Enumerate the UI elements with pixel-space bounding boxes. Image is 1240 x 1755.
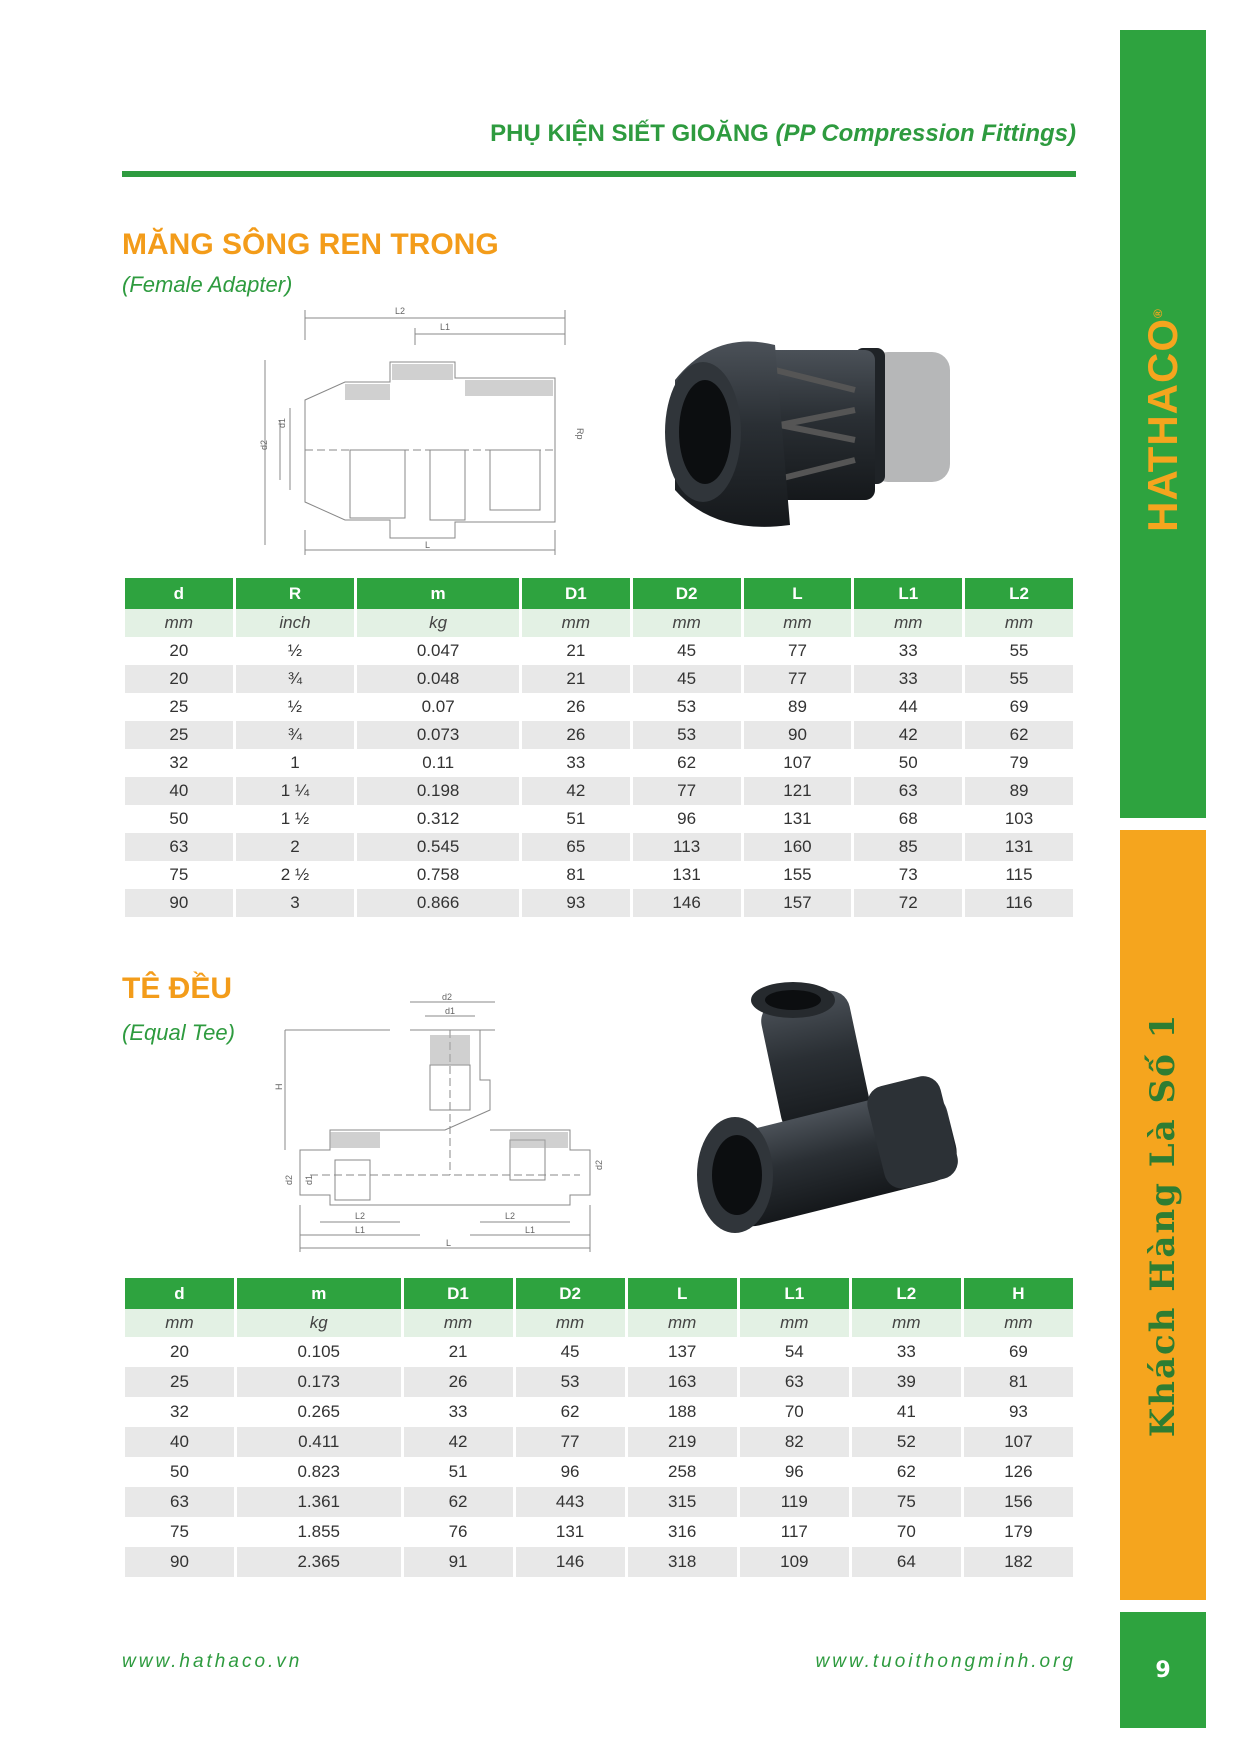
- table-cell: 188: [668, 1402, 697, 1421]
- drawing-label-l2-right: L2: [505, 1211, 516, 1221]
- table-row: [125, 693, 1073, 721]
- unit-cell: mm: [965, 609, 1073, 637]
- table-cell: 1: [290, 753, 300, 772]
- table-cell: 0.265: [297, 1402, 341, 1421]
- table-header-row: [125, 1278, 1073, 1309]
- drawing-label-d1: d1: [277, 417, 287, 428]
- table-cell: 91: [404, 1547, 513, 1577]
- drawing-label-l1: L1: [440, 322, 451, 332]
- drawing-label-d1: d1: [445, 1006, 456, 1016]
- table-cell: 1.361: [237, 1487, 401, 1517]
- header-title-vi: PHỤ KIỆN SIẾT GIOĂNG: [490, 120, 769, 147]
- drawing-label-d2-right: d2: [594, 1159, 604, 1170]
- table-cell: 90: [125, 889, 233, 917]
- table-cell: 2: [236, 833, 355, 861]
- table-cell: 93: [522, 889, 630, 917]
- table-row: [125, 1337, 1073, 1367]
- table-cell: 33: [448, 1402, 468, 1421]
- table-cell: 26: [522, 721, 630, 749]
- table-cell: 45: [633, 665, 741, 693]
- header-title-en: (PP Compression Fittings): [775, 120, 1076, 147]
- table-row: [125, 1487, 1073, 1517]
- table-cell: 26: [566, 697, 586, 716]
- table-cell: 81: [964, 1367, 1073, 1397]
- table-cell: 21: [566, 641, 586, 660]
- footer-link-hathaco[interactable]: www.hathaco.vn: [122, 1651, 303, 1672]
- table-cell: 182: [964, 1547, 1073, 1577]
- registered-mark: ®: [1151, 308, 1165, 318]
- drawing-label-d2: d2: [442, 992, 453, 1002]
- table-cell: 315: [628, 1487, 737, 1517]
- table-unit-row: [125, 609, 1073, 637]
- table-cell: 96: [677, 809, 697, 828]
- unit-cell: mm: [404, 1309, 513, 1337]
- table-cell: 42: [854, 721, 962, 749]
- header-rule: [122, 171, 1076, 177]
- table-cell: 85: [854, 833, 962, 861]
- table-cell: 443: [516, 1487, 625, 1517]
- table-cell: 21: [522, 665, 630, 693]
- table-cell: 52: [852, 1427, 961, 1457]
- table-cell: 33: [898, 641, 918, 660]
- table-cell: 72: [854, 889, 962, 917]
- table-cell: 42: [404, 1427, 513, 1457]
- col-header: L1: [740, 1278, 849, 1309]
- table-cell: ½: [287, 697, 303, 716]
- table-cell: 51: [566, 809, 586, 828]
- table-cell: 89: [965, 777, 1073, 805]
- unit-cell: mm: [125, 1309, 234, 1337]
- female-adapter-technical-drawing: [255, 300, 600, 560]
- table-cell: 75: [170, 1522, 189, 1541]
- table-cell: 77: [633, 777, 741, 805]
- table-row: [125, 1517, 1073, 1547]
- table-cell: 76: [448, 1522, 468, 1541]
- table-cell: 62: [677, 753, 697, 772]
- col-header: m: [237, 1278, 401, 1309]
- unit-cell: mm: [964, 1309, 1073, 1337]
- table-cell: 75: [852, 1487, 961, 1517]
- table-cell: ¾: [236, 721, 355, 749]
- table-cell: 54: [784, 1342, 804, 1361]
- table-cell: 163: [628, 1367, 737, 1397]
- section2-subtitle: (Equal Tee): [122, 1020, 235, 1045]
- table-cell: 50: [170, 1462, 189, 1481]
- col-header: L: [744, 578, 852, 609]
- table-header-row: [125, 578, 1073, 609]
- table-cell: 20: [170, 1342, 189, 1361]
- table-cell: 117: [780, 1522, 808, 1541]
- table-cell: 219: [628, 1427, 737, 1457]
- table-row: [125, 777, 1073, 805]
- table-cell: 44: [898, 697, 918, 716]
- drawing-label-h: H: [274, 1083, 284, 1090]
- table-row: [125, 1547, 1073, 1577]
- table-cell: 0.105: [297, 1342, 341, 1361]
- table-cell: 41: [896, 1402, 916, 1421]
- table-cell: 21: [448, 1342, 468, 1361]
- table-cell: 0.047: [416, 641, 460, 660]
- col-header: D2: [516, 1278, 625, 1309]
- table-cell: 0.173: [237, 1367, 401, 1397]
- table-cell: 121: [744, 777, 852, 805]
- drawing-label-l: L: [446, 1238, 452, 1248]
- table-cell: 1.855: [297, 1522, 341, 1541]
- table-cell: 77: [516, 1427, 625, 1457]
- table-cell: 77: [744, 665, 852, 693]
- unit-cell: mm: [125, 609, 233, 637]
- drawing-label-d2: d2: [259, 439, 269, 450]
- table-cell: 68: [898, 809, 918, 828]
- table-cell: 75: [169, 865, 189, 884]
- col-header: d: [125, 1278, 234, 1309]
- table-cell: 25: [169, 697, 189, 716]
- table-cell: 81: [566, 865, 586, 884]
- table-cell: 131: [965, 833, 1073, 861]
- table-cell: 70: [896, 1522, 916, 1541]
- table-cell: 0.048: [357, 665, 519, 693]
- table-cell: 2.365: [237, 1547, 401, 1577]
- table-row: [125, 1397, 1073, 1427]
- table-cell: 45: [677, 641, 697, 660]
- table-cell: 0.312: [416, 809, 460, 828]
- drawing-label-l2: L2: [395, 306, 406, 316]
- table-cell: 109: [740, 1547, 849, 1577]
- table-row: [125, 861, 1073, 889]
- table-row: [125, 1367, 1073, 1397]
- col-header: H: [964, 1278, 1073, 1309]
- section1-subtitle: (Female Adapter): [122, 272, 293, 297]
- table-cell: 0.198: [357, 777, 519, 805]
- table-row: [125, 805, 1073, 833]
- table-cell: 50: [169, 809, 189, 828]
- table-cell: 32: [170, 1402, 189, 1421]
- table-cell: 20: [125, 665, 233, 693]
- col-header: R: [236, 578, 355, 609]
- table-cell: 107: [964, 1427, 1073, 1457]
- table-cell: 90: [125, 1547, 234, 1577]
- table-cell: 40: [125, 1427, 234, 1457]
- table-cell: 116: [965, 889, 1073, 917]
- slogan-text: Khách Hàng Là Số 1: [1143, 1012, 1183, 1438]
- table-cell: 70: [784, 1402, 804, 1421]
- unit-cell: mm: [854, 609, 962, 637]
- drawing-label-d1-left: d1: [304, 1174, 314, 1185]
- table-cell: 63: [125, 1487, 234, 1517]
- table-cell: 316: [668, 1522, 697, 1541]
- table-cell: 50: [898, 753, 918, 772]
- table-cell: 0.411: [237, 1427, 401, 1457]
- unit-cell: kg: [357, 609, 519, 637]
- table-cell: 40: [125, 777, 233, 805]
- table-cell: 0.823: [297, 1462, 341, 1481]
- table-cell: 90: [744, 721, 852, 749]
- table-cell: 3: [236, 889, 355, 917]
- table-cell: 146: [516, 1547, 625, 1577]
- table-cell: 93: [1008, 1402, 1028, 1421]
- table-cell: 45: [560, 1342, 580, 1361]
- footer-link-tuoithongminh[interactable]: www.tuoithongminh.org: [815, 1651, 1076, 1672]
- table-cell: 96: [560, 1462, 580, 1481]
- unit-cell: mm: [852, 1309, 961, 1337]
- table-cell: 53: [633, 721, 741, 749]
- table-cell: 64: [852, 1547, 961, 1577]
- table-cell: 26: [404, 1367, 513, 1397]
- col-header: D1: [404, 1278, 513, 1309]
- female-adapter-product-photo: [655, 320, 985, 550]
- drawing-label-l2-left: L2: [355, 1211, 366, 1221]
- table-cell: 20: [169, 641, 189, 660]
- table-cell: 0.073: [357, 721, 519, 749]
- table-cell: 2 ½: [280, 865, 310, 884]
- unit-cell: mm: [744, 609, 852, 637]
- col-header: D1: [522, 578, 630, 609]
- table-cell: 258: [668, 1462, 697, 1481]
- table-cell: 146: [633, 889, 741, 917]
- table-cell: 77: [788, 641, 807, 660]
- table-row: [125, 637, 1073, 665]
- table-cell: 62: [560, 1402, 580, 1421]
- table-cell: 73: [898, 865, 918, 884]
- table-cell: 0.11: [422, 753, 455, 772]
- col-header: L: [628, 1278, 737, 1309]
- table-cell: 62: [896, 1462, 916, 1481]
- table-cell: 63: [125, 833, 233, 861]
- table-cell: ½: [287, 641, 303, 660]
- table-cell: 115: [1005, 865, 1033, 884]
- page-number: 9: [1120, 1612, 1206, 1728]
- drawing-label-l1-right: L1: [525, 1225, 536, 1235]
- table-cell: 96: [784, 1462, 804, 1481]
- table-row: [125, 1427, 1073, 1457]
- table-cell: 55: [965, 665, 1073, 693]
- table-cell: 131: [783, 809, 812, 828]
- drawing-label-l: L: [425, 540, 431, 550]
- col-header: L2: [965, 578, 1073, 609]
- table-cell: 39: [852, 1367, 961, 1397]
- table-cell: 126: [1004, 1462, 1033, 1481]
- table-cell: 53: [516, 1367, 625, 1397]
- table-row: [125, 889, 1073, 917]
- table-cell: 25: [125, 1367, 234, 1397]
- table-row: [125, 833, 1073, 861]
- table-cell: 137: [668, 1342, 697, 1361]
- table-cell: 157: [744, 889, 852, 917]
- table-unit-row: [125, 1309, 1073, 1337]
- table-cell: 51: [448, 1462, 468, 1481]
- drawing-label-l1-left: L1: [355, 1225, 366, 1235]
- table-row: [125, 721, 1073, 749]
- table-cell: 42: [522, 777, 630, 805]
- unit-cell: mm: [740, 1309, 849, 1337]
- table-cell: 1 ¼: [236, 777, 355, 805]
- table-cell: 33: [566, 753, 586, 772]
- col-header: L2: [852, 1278, 961, 1309]
- table-cell: 155: [783, 865, 812, 884]
- table-cell: 79: [1009, 753, 1029, 772]
- table-cell: 0.07: [421, 697, 455, 716]
- table-cell: 33: [854, 665, 962, 693]
- table-cell: 32: [169, 753, 189, 772]
- table-cell: 0.866: [357, 889, 519, 917]
- table-cell: 62: [965, 721, 1073, 749]
- table-cell: 69: [1009, 697, 1029, 716]
- table-row: [125, 1457, 1073, 1487]
- table-cell: 25: [125, 721, 233, 749]
- table-cell: 69: [1008, 1342, 1028, 1361]
- unit-cell: mm: [516, 1309, 625, 1337]
- table-cell: 0.545: [357, 833, 519, 861]
- table-cell: 62: [404, 1487, 513, 1517]
- table-cell: 53: [677, 697, 697, 716]
- table-cell: 1 ½: [280, 809, 310, 828]
- table-cell: 0.758: [416, 865, 460, 884]
- col-header: d: [125, 578, 233, 609]
- table-cell: 65: [522, 833, 630, 861]
- table-cell: 113: [633, 833, 741, 861]
- unit-cell: kg: [237, 1309, 401, 1337]
- col-header: D2: [633, 578, 741, 609]
- table-row: [125, 749, 1073, 777]
- unit-cell: inch: [236, 609, 355, 637]
- table-cell: ¾: [236, 665, 355, 693]
- section1-title: MĂNG SÔNG REN TRONG: [122, 228, 499, 261]
- col-header: L1: [854, 578, 962, 609]
- equal-tee-product-photo: [675, 975, 990, 1250]
- drawing-label-rp: Rp: [575, 428, 585, 440]
- table-cell: 103: [1004, 809, 1034, 828]
- table-cell: 63: [854, 777, 962, 805]
- table-cell: 89: [788, 697, 807, 716]
- unit-cell: mm: [633, 609, 741, 637]
- table-cell: 131: [672, 865, 701, 884]
- brand-logo-text: [1139, 308, 1187, 532]
- unit-cell: mm: [522, 609, 630, 637]
- page-header-title: [490, 120, 1076, 148]
- table-cell: 63: [740, 1367, 849, 1397]
- col-header: m: [357, 578, 519, 609]
- table-cell: 131: [555, 1522, 585, 1541]
- brand-name: HATHACO: [1139, 317, 1186, 532]
- table-cell: 160: [744, 833, 852, 861]
- table-cell: 107: [783, 753, 812, 772]
- equal-tee-spec-table: [122, 1278, 1076, 1577]
- table-cell: 119: [740, 1487, 849, 1517]
- table-row: [125, 665, 1073, 693]
- female-adapter-spec-table: [122, 578, 1076, 917]
- table-cell: 156: [964, 1487, 1073, 1517]
- table-cell: 55: [1009, 641, 1029, 660]
- drawing-label-d2-left: d2: [284, 1174, 294, 1185]
- table-cell: 318: [628, 1547, 737, 1577]
- table-cell: 82: [740, 1427, 849, 1457]
- table-cell: 33: [896, 1342, 916, 1361]
- section2-title: TÊ ĐỀU: [122, 972, 233, 1005]
- unit-cell: mm: [628, 1309, 737, 1337]
- equal-tee-technical-drawing: [270, 990, 620, 1255]
- table-cell: 179: [1004, 1522, 1033, 1541]
